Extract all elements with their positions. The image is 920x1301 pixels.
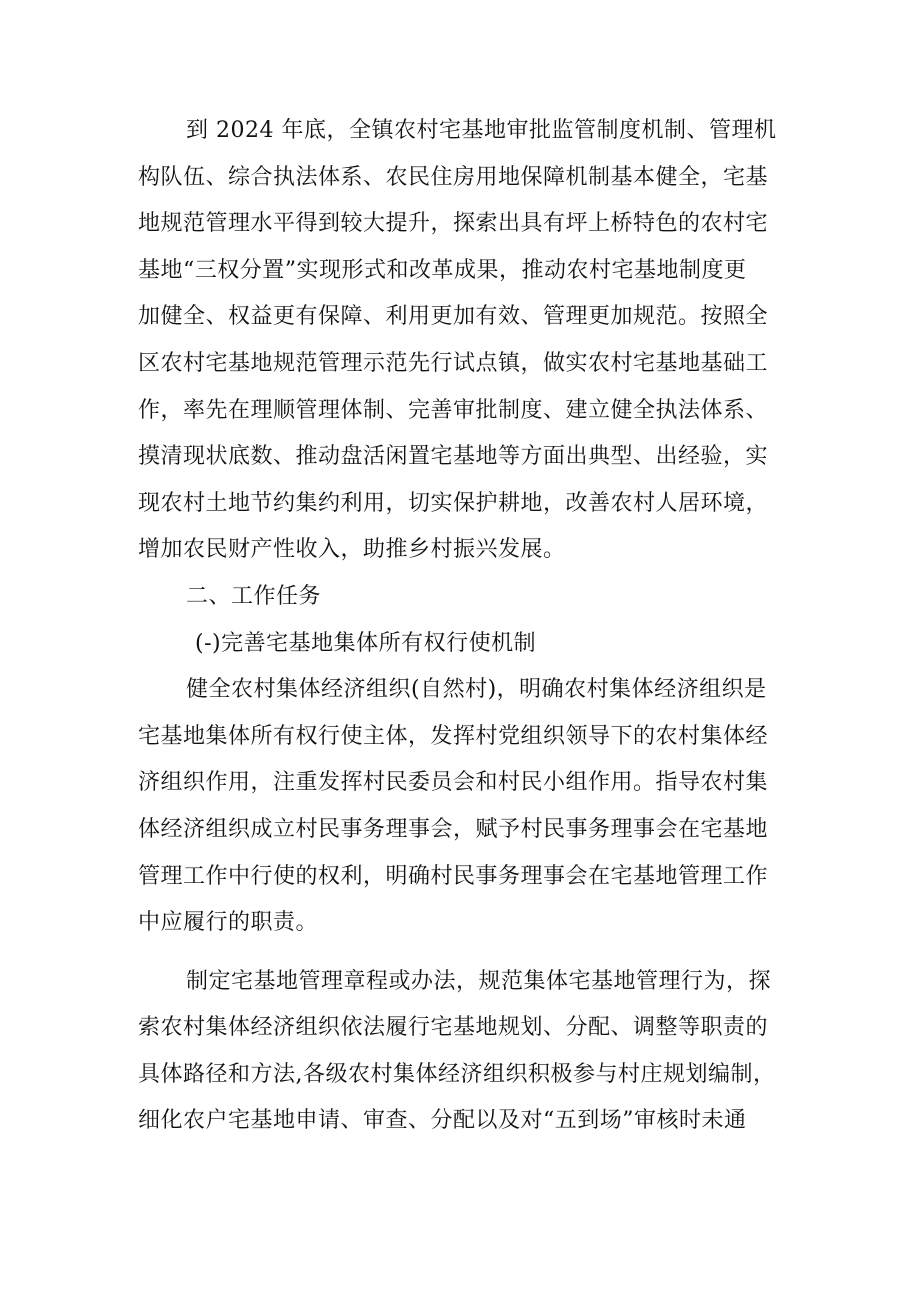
paragraph-management-rules: [138, 959, 798, 1145]
text-line: 基地“三权分置”实现形式和改革成果，推动农村宅基地制度更: [138, 257, 747, 283]
section-heading: 二、工作任务: [186, 583, 322, 609]
text-line: 作，率先在理顺管理体制、完善审批制度、建立健全执法体系、: [138, 397, 769, 423]
text-line: 体经济组织成立村民事务理事会，赋予村民事务理事会在宅基地: [138, 816, 769, 842]
text-line: 到 2024 年底，全镇农村宅基地审批监管制度机制、管理机: [186, 118, 777, 143]
subsection-heading: (-)完善宅基地集体所有权行使机制: [195, 630, 537, 656]
text-line: 中应履行的职责。: [138, 910, 319, 936]
paragraph-collective-ownership: [138, 667, 798, 947]
text-line: 具体路径和方法,各级农村集体经济组织积极参与村庄规划编制，: [138, 1061, 776, 1087]
text-line: 地规范管理水平得到较大提升，探索出具有坪上桥特色的农村宅: [138, 211, 769, 237]
text-line: 构队伍、综合执法体系、农民住房用地保障机制基本健全，宅基: [138, 164, 769, 190]
text-line: 摸清现状底数、推动盘活闲置宅基地等方面出典型、出经验，实: [138, 444, 769, 470]
text-line: 索农村集体经济组织依法履行宅基地规划、分配、调整等职责的: [138, 1015, 769, 1041]
document-body: [138, 108, 798, 1145]
paragraph-goals: [138, 108, 798, 574]
text-line: 济组织作用，注重发挥村民委员会和村民小组作用。指导农村集: [138, 770, 769, 796]
text-line: 现农村土地节约集约利用，切实保护耕地，改善农村人居环境，: [138, 490, 769, 516]
text-line: 制定宅基地管理章程或办法，规范集体宅基地管理行为，探: [186, 968, 772, 994]
text-line: 宅基地集体所有权行使主体，发挥村党组织领导下的农村集体经: [138, 723, 769, 749]
text-line: 加健全、权益更有保障、利用更加有效、管理更加规范。按照全: [138, 304, 769, 330]
text-line: 细化农户宅基地申请、审查、分配以及对“五到场”审核时未通: [138, 1108, 747, 1134]
text-line: 健全农村集体经济组织(自然村)，明确农村集体经济组织是: [186, 677, 767, 703]
text-line: 增加农民财产性收入，助推乡村振兴发展。: [138, 537, 566, 563]
text-line: 管理工作中行使的权利，明确村民事务理事会在宅基地管理工作: [138, 863, 769, 889]
text-line: 区农村宅基地规范管理示范先行试点镇，做实农村宅基地基础工: [138, 350, 769, 376]
